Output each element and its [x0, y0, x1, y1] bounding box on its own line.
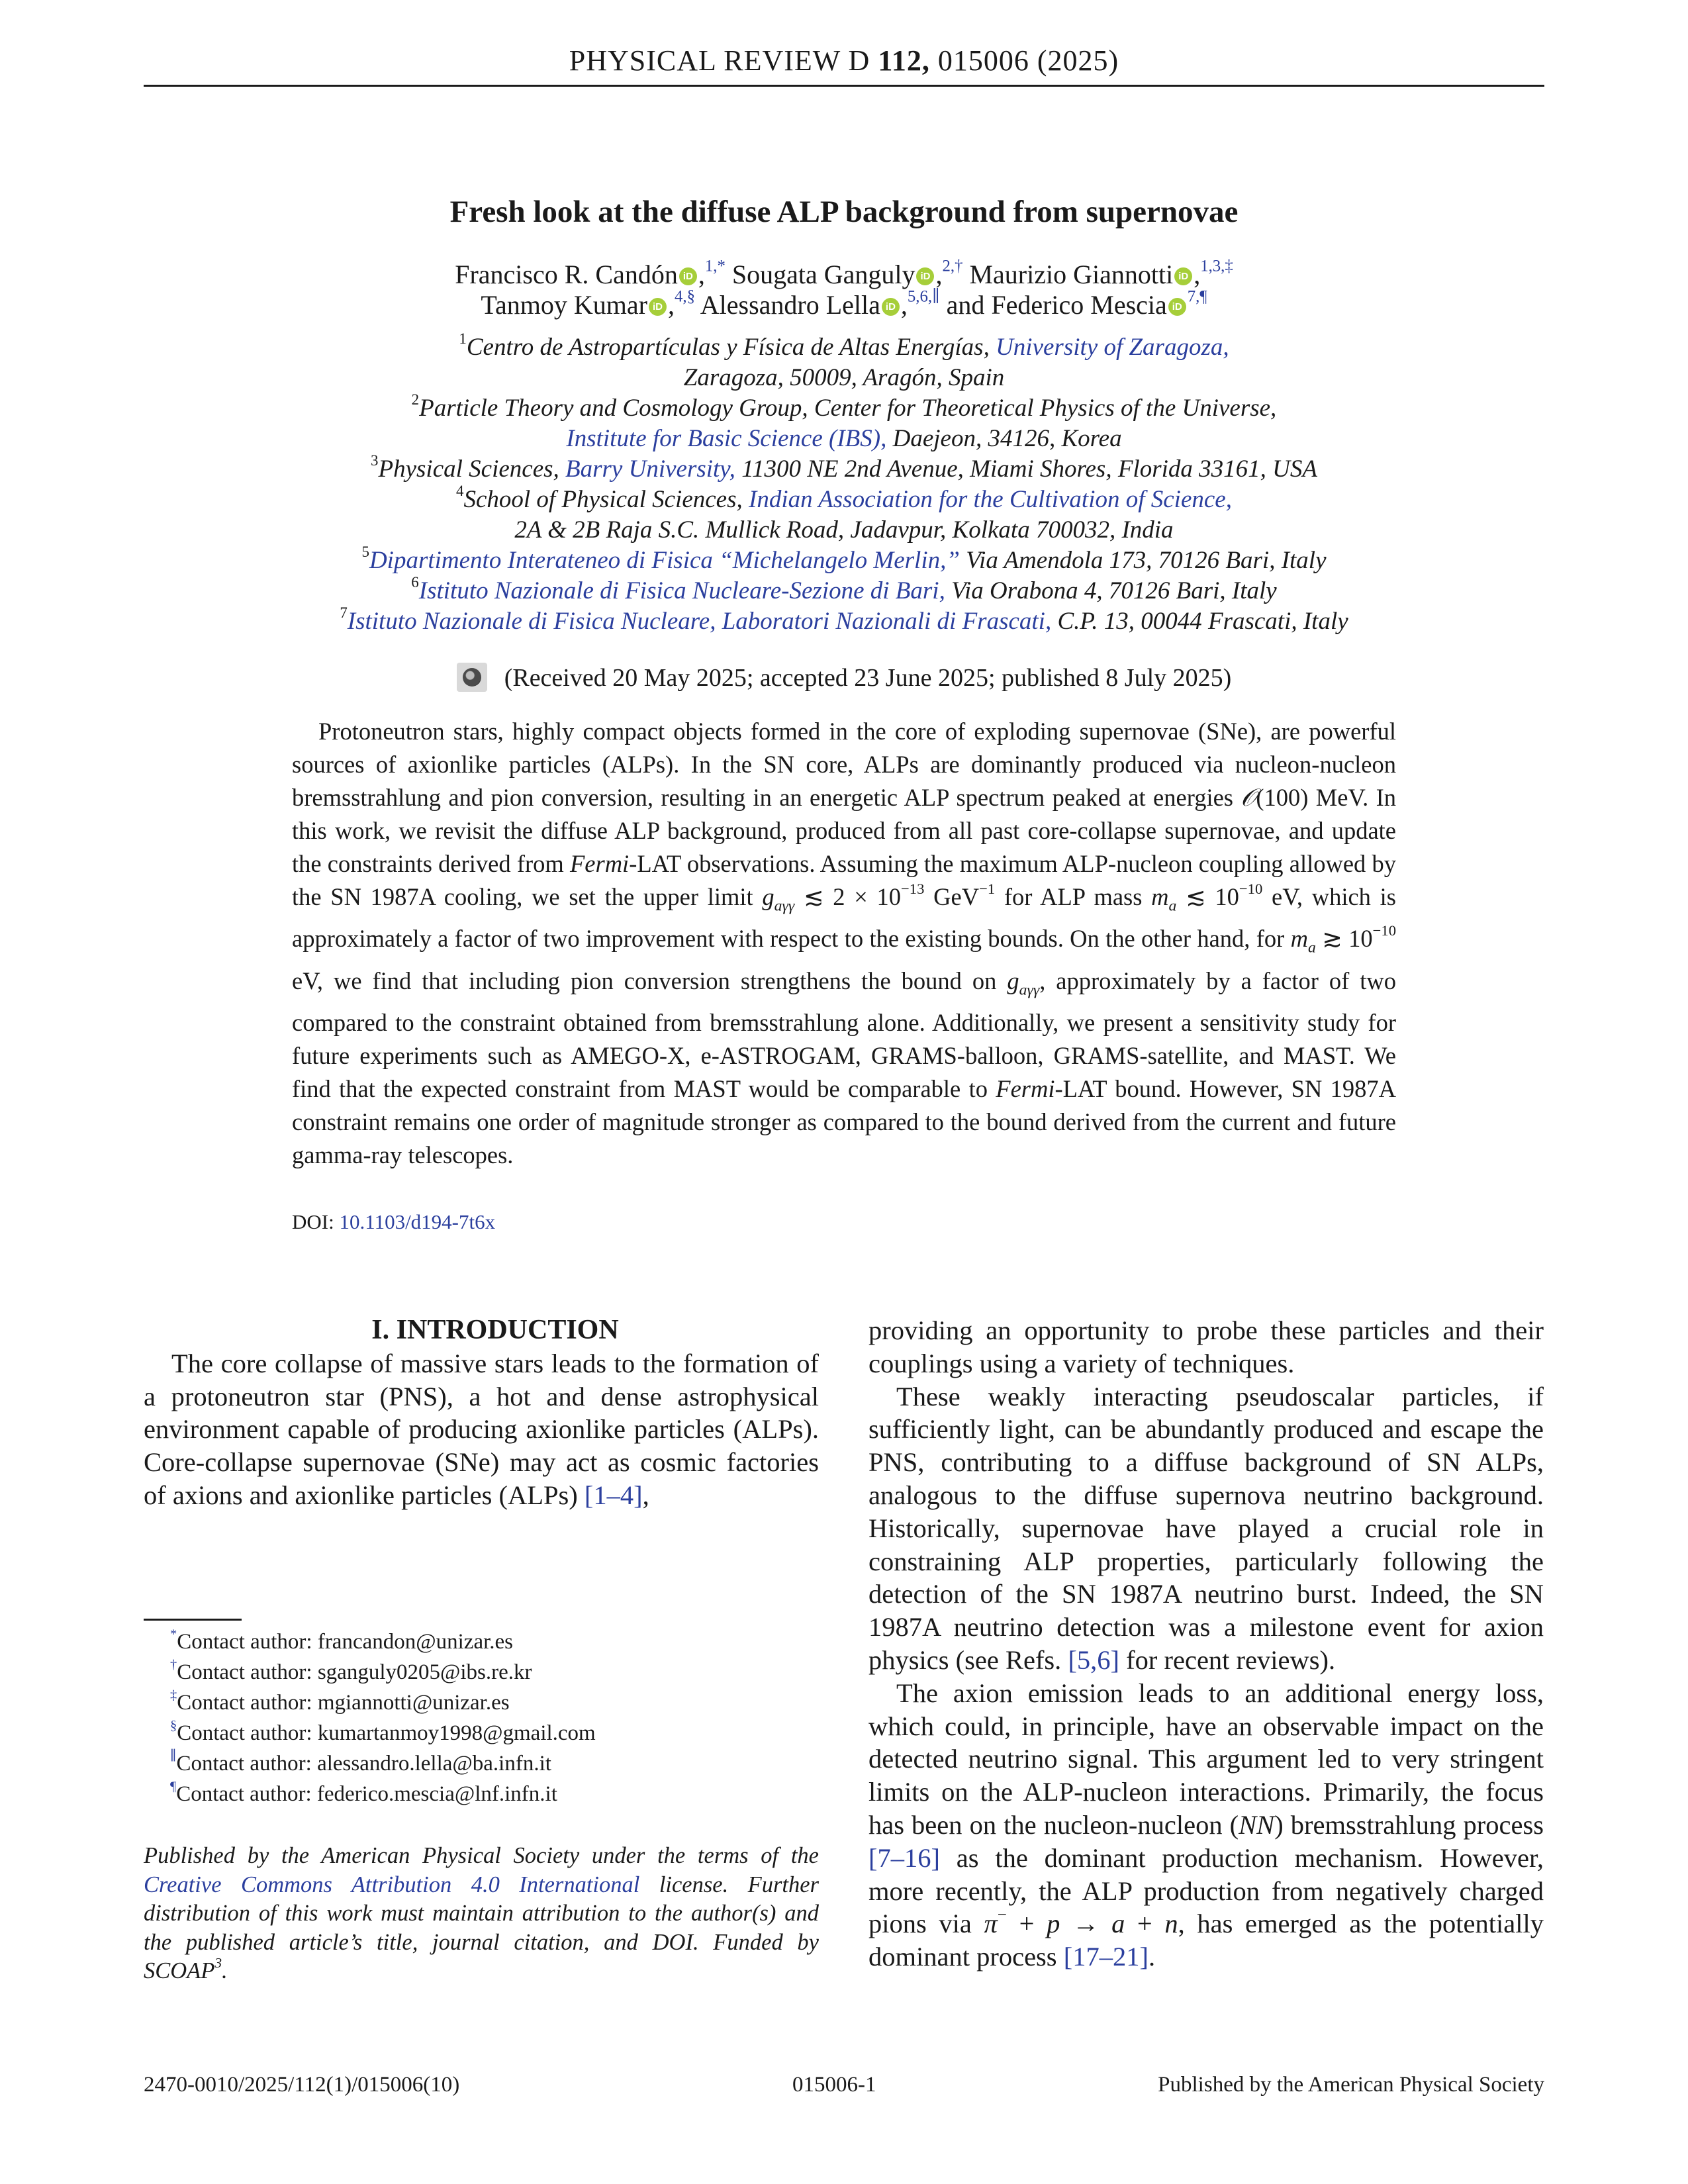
license-note: Published by the American Physical Society under the terms of the Creative Commons Attribution 4.0 International license. Further distribution of this work must maintain attribution to the author(s) and the published article’s title, journal citation, and DOI. Funded by SCOAP$^3$. [144, 1843, 820, 1983]
footnote-rule [144, 1619, 242, 1621]
orcid-icon[interactable]: iD [649, 298, 667, 316]
author-affiliation-mark[interactable]: 4,§ [674, 287, 695, 306]
affiliation-line: $^5$Dipartimento Interateneo di Fisica “Michelangelo Merlin,” Via Amendola 173, 70126 Bari, Italy [361, 543, 1327, 574]
footnote: ¶Contact author: federico.mescia@lnf.infn.it [170, 1779, 557, 1806]
author-name: Alessandro Lella [700, 290, 880, 320]
header-rule [144, 85, 1544, 87]
article-number: 015006 (2025) [937, 44, 1119, 77]
orcid-icon[interactable]: iD [679, 267, 697, 285]
author-affiliation-mark[interactable]: 5,6,∥ [907, 287, 940, 306]
doi-label: DOI: [292, 1210, 334, 1233]
author-name: Francisco R. Candón [455, 260, 678, 289]
intro-paragraph: The axion emission leads to an additional energy loss, which could, in principle, have an observable impact on the detected neutrino signal. This argument led to very stringent limits on the ALP-nucleon interactions. Primarily, the focus has been on the nucleon-nucleon (NN) bremsstrahlung process [7–16] as the dominant production mechanism. However, more recently, the ALP production from negatively charged pions via π− + p → a + n, has emerged as the potentially dominant process [17–21]. [868, 1678, 1544, 1972]
intro-paragraph: providing an opportunity to probe these particles and their couplings using a variety of techniques. [868, 1315, 1544, 1378]
left-column [144, 1314, 819, 1512]
affiliation-link[interactable]: Barry University, [565, 455, 735, 483]
orcid-icon[interactable]: iD [1174, 267, 1192, 285]
journal-name: PHYSICAL REVIEW D [569, 44, 870, 77]
author-list [144, 257, 1544, 320]
footnote: †Contact author: sganguly0205@ibs.re.kr [170, 1657, 532, 1684]
author-affiliation-mark[interactable]: 1,* [704, 257, 726, 275]
doi [292, 1210, 495, 1234]
affiliation-line: $^7$Istituto Nazionale di Fisica Nucleare, Laboratori Nazionali di Frascati, C.P. 13, 00044 Frascati, Italy [340, 604, 1348, 635]
affiliation-line: 2A & 2B Raja S.C. Mullick Road, Jadavpur, Kolkata 700032, India [514, 516, 1174, 544]
citation-link[interactable]: [7–16] [868, 1842, 940, 1873]
section-heading: I. INTRODUCTION [371, 1315, 619, 1345]
affiliation-line: $^4$School of Physical Sciences, Indian Association for the Cultivation of Science, [456, 482, 1232, 513]
author-name: Tanmoy Kumar [481, 290, 647, 320]
affiliation-link[interactable]: Istituto Nazionale di Fisica Nucleare, Laboratori Nazionali di Frascati, [347, 608, 1052, 635]
footer-issn: 2470-0010/2025/112(1)/015006(10) [144, 2073, 460, 2097]
author-affiliation-mark[interactable]: 1,3,‡ [1200, 257, 1233, 275]
right-column [868, 1314, 1544, 1973]
affiliation-line: $^1$Centro de Astropartículas y Física de Altas Energías, University of Zaragoza, [459, 330, 1229, 361]
affiliation-link[interactable]: Istituto Nazionale di Fisica Nucleare-Sezione di Bari, [418, 577, 945, 604]
citation-link[interactable]: [1–4] [584, 1480, 643, 1510]
orcid-icon[interactable]: iD [882, 298, 900, 316]
orcid-icon[interactable]: iD [916, 267, 934, 285]
author-name: Sougata Ganguly [731, 260, 915, 289]
affiliation-link[interactable]: Indian Association for the Cultivation of Science, [749, 486, 1232, 513]
author-affiliation-mark[interactable]: 2,† [942, 257, 963, 275]
journal-volume: 112, [878, 44, 930, 77]
publication-dates [144, 663, 1544, 692]
dates-text: (Received 20 May 2025; accepted 23 June 2025; published 8 July 2025) [504, 664, 1232, 692]
running-header [144, 44, 1544, 77]
footer-publisher: Published by the American Physical Society [1158, 2073, 1544, 2097]
footnotes [144, 1627, 819, 1809]
license-link[interactable]: Creative Commons Attribution 4.0 International [144, 1872, 640, 1897]
author-line-1: Francisco R. Candón iD ,$^{1,*}$ Sougata Ganguly iD ,$^{2,\dagger}$ Maurizio Giannotti iD ,$^{1,3,\ddagger}$ [455, 257, 1233, 289]
footnote: ‡Contact author: mgiannotti@unizar.es [170, 1687, 510, 1715]
footnote: ∥Contact author: alessandro.lella@ba.infn.it [170, 1748, 551, 1776]
intro-paragraph: The core collapse of massive stars leads to the formation of a protoneutron star (PNS), a hot and dense astrophysical environment capable of producing axionlike particles (ALPs). Core-collapse supernovae (SNe) may act as cosmic factories of axions and axionlike particles (ALPs) [1–4], [144, 1348, 819, 1510]
abstract-text: Protoneutron stars, highly compact objects formed in the core of exploding supernovae (SNe), are powerful sources of axionlike particles (ALPs). In the SN core, ALPs are dominantly produced via nucleon-nucleon bremsstrahlung and pion conversion, resulting in an energetic ALP spectrum peaked at energies 𝒪(100) MeV. In this work, we revisit the diffuse ALP background, produced from all past core-collapse supernovae, and update the constraints derived from Fermi-LAT observations. Assuming the maximum ALP-nucleon coupling allowed by the SN 1987A cooling, we set the upper limit $g_{a\gamma\gamma}$ ≲ $2 \times 10^{-13}$ GeV$^{-1}$ for ALP mass $m_a$ ≲ $10^{-10}$ eV, which is approximately a factor of two improvement with respect to the existing bounds. On the other hand, for $m_a$ ≳ $10^{-10}$ eV, we find that including pion conversion strengthens the bound on $g_{a\gamma\gamma}$, approximately by a factor of two compared to the constraint obtained from bremsstrahlung alone. Additionally, we present a sensitivity study for future experiments such as AMEGO-X, e-ASTROGAM, GRAMS-balloon, GRAMS-satellite, and MAST. We find that the expected constraint from MAST would be comparable to Fermi-LAT bound. However, SN 1987A constraint remains one order of magnitude stronger as compared to the bound derived from the current and future gamma-ray telescopes. [292, 718, 1397, 1168]
affiliation-link[interactable]: Institute for Basic Science (IBS), [566, 425, 887, 452]
intro-paragraph: These weakly interacting pseudoscalar particles, if sufficiently light, can be abundantly produced and escape the PNS, contributing to a diffuse background of SN ALPs, analogous to the diffuse supernova neutrino background. Historically, supernovae have played a crucial role in constraining ALP properties, particularly following the detection of the SN 1987A neutrino burst. Indeed, the SN 1987A neutrino detection was a milestone event for axion physics (see Refs. [5,6] for recent reviews). [868, 1381, 1544, 1675]
author-line-2: Tanmoy Kumar iD ,$^{4,\S}$ Alessandro Lella iD ,$^{5,6,\parallel}$ and Federico Mescia $iD^{7,\P}$ [481, 287, 1207, 320]
abstract [292, 715, 1396, 1172]
affiliation-line: $^3$Physical Sciences, Barry University, 11300 NE 2nd Avenue, Miami Shores, Florida 33161, USA [371, 451, 1317, 483]
footnote: *Contact author: francandon@unizar.es [170, 1627, 514, 1654]
citation-link[interactable]: [5,6] [1068, 1644, 1120, 1675]
affiliation-line: Institute for Basic Science (IBS), Daejeon, 34126, Korea [566, 425, 1122, 452]
affiliation-line: Zaragoza, 50009, Aragón, Spain [683, 364, 1005, 391]
affiliation-link[interactable]: Dipartimento Interateneo di Fisica “Michelangelo Merlin,” [369, 547, 960, 574]
author-name: and Federico Mescia [946, 290, 1167, 320]
check-for-updates-icon[interactable] [457, 663, 487, 692]
orcid-icon[interactable]: iD [1168, 298, 1186, 316]
author-name: Maurizio Giannotti [969, 260, 1174, 289]
doi-link[interactable]: 10.1103/d194-7t6x [339, 1210, 496, 1233]
affiliation-link[interactable]: University of Zaragoza, [996, 334, 1229, 361]
paper-title: Fresh look at the diffuse ALP background from supernovae [449, 195, 1239, 229]
affiliation-list [144, 332, 1544, 637]
affiliation-line: $^2$Particle Theory and Cosmology Group, Center for Theoretical Physics of the Universe, [411, 391, 1277, 422]
author-affiliation-mark[interactable]: 7,¶ [1187, 287, 1207, 306]
footnote: §Contact author: kumartanmoy1998@gmail.com [170, 1718, 596, 1745]
affiliation-line: $^6$Istituto Nazionale di Fisica Nucleare-Sezione di Bari, Via Orabona 4, 70126 Bari, Italy [411, 573, 1277, 604]
footer-page-number: 015006-1 [792, 2073, 876, 2097]
citation-link[interactable]: [17–21] [1063, 1942, 1149, 1972]
